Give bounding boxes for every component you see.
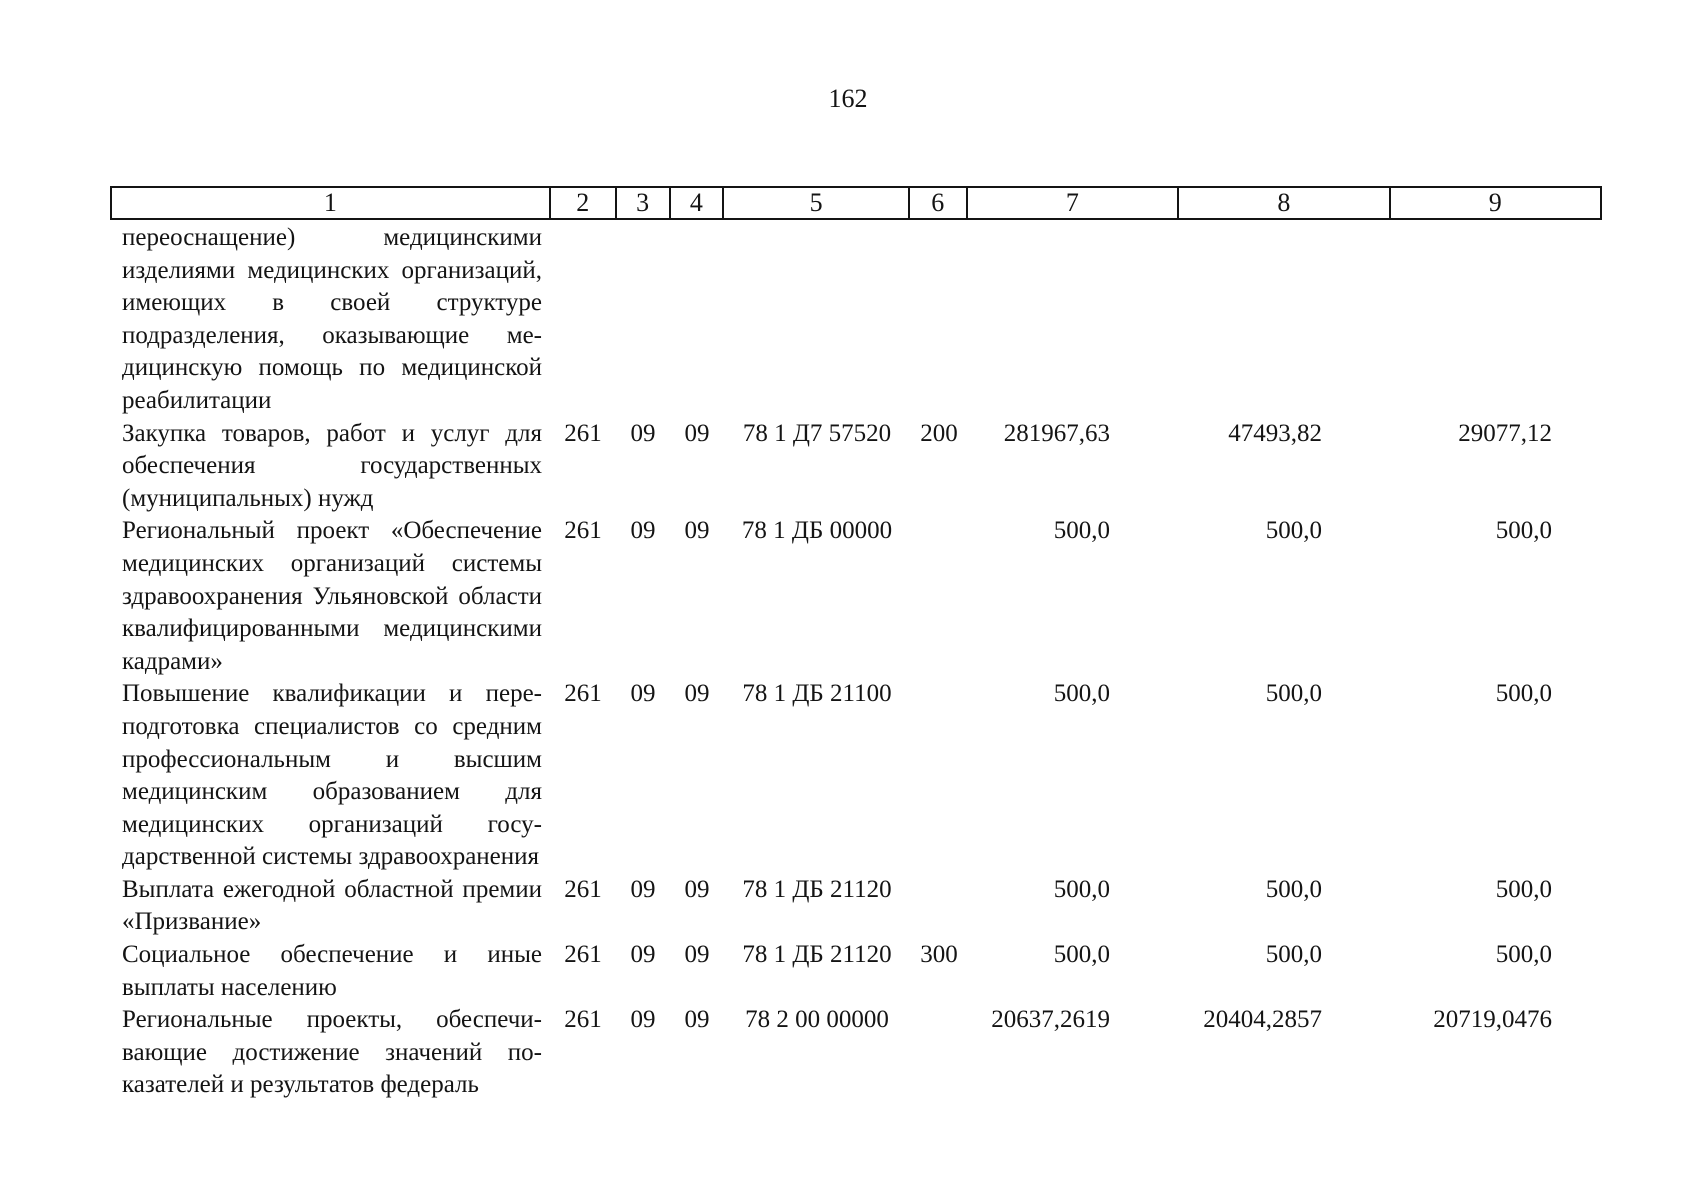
target-article-code: 78 1 ДБ 21120 <box>742 875 892 903</box>
column-header-8: 8 <box>1179 188 1390 218</box>
table-row <box>110 222 1602 418</box>
table-row <box>110 939 1602 1004</box>
grbs-code: 261 <box>564 517 602 545</box>
row-description: Региональные проекты, обеспечивающие достижение значений показателей и результатов федераль <box>122 1006 542 1099</box>
section-code: 09 <box>630 517 656 545</box>
column-header-2: 2 <box>551 188 617 218</box>
table-row <box>110 1004 1602 1102</box>
amount-col-8: 47493,82 <box>1228 419 1322 447</box>
grbs-code: 261 <box>564 1006 602 1034</box>
page-number: 162 <box>828 84 868 113</box>
amount-col-9: 500,0 <box>1495 517 1552 545</box>
amount-col-9: 500,0 <box>1495 941 1552 969</box>
row-description: Повышение квалификации и переподготовка специалистов со средним профессиональным и высшим медицинским образованием для медицинских организаций государственной системы здравоохранения <box>122 680 542 871</box>
expense-type-code: 200 <box>920 419 958 447</box>
amount-col-7: 20637,2619 <box>991 1006 1110 1034</box>
amount-col-7: 500,0 <box>1053 941 1110 969</box>
amount-col-9: 20719,0476 <box>1433 1006 1552 1034</box>
column-header-1: 1 <box>112 188 551 218</box>
section-code: 09 <box>630 680 656 708</box>
target-article-code: 78 1 ДБ 21120 <box>742 941 892 969</box>
amount-col-8: 500,0 <box>1265 680 1322 708</box>
row-description: Социальное обеспечение и иные выплаты населению <box>122 941 542 1001</box>
amount-col-8: 500,0 <box>1265 875 1322 903</box>
section-code: 09 <box>630 875 656 903</box>
row-description: Закупка товаров, работ и услуг для обеспечения государственных (муниципальных) нужд <box>122 419 542 512</box>
amount-col-8: 20404,2857 <box>1203 1006 1322 1034</box>
amount-col-9: 500,0 <box>1495 680 1552 708</box>
amount-col-9: 29077,12 <box>1458 419 1552 447</box>
amount-col-7: 500,0 <box>1053 680 1110 708</box>
amount-col-7: 500,0 <box>1053 875 1110 903</box>
row-description: переоснащение) медицинскими изделиями медицинских организаций, имеющих в своей структуре подразделения, оказывающие медицинскую помощь по медицинской реабилитации <box>122 224 542 414</box>
grbs-code: 261 <box>564 680 602 708</box>
amount-col-9: 500,0 <box>1495 875 1552 903</box>
target-article-code: 78 1 Д7 57520 <box>742 419 892 447</box>
row-description: Выплата ежегодной областной премии «Призвание» <box>122 875 542 936</box>
subsection-code: 09 <box>684 680 710 708</box>
amount-col-8: 500,0 <box>1265 517 1322 545</box>
grbs-code: 261 <box>564 875 602 903</box>
table-header <box>110 186 1602 220</box>
column-header-4: 4 <box>671 188 725 218</box>
grbs-code: 261 <box>564 941 602 969</box>
subsection-code: 09 <box>684 419 710 447</box>
table-row <box>110 874 1602 939</box>
column-header-9: 9 <box>1488 188 1502 217</box>
column-header-5: 5 <box>724 188 910 218</box>
subsection-code: 09 <box>684 517 710 545</box>
target-article-code: 78 2 00 00000 <box>745 1006 889 1034</box>
subsection-code: 09 <box>684 1006 710 1034</box>
amount-col-7: 500,0 <box>1053 517 1110 545</box>
section-code: 09 <box>630 1006 656 1034</box>
amount-col-8: 500,0 <box>1265 941 1322 969</box>
row-description: Региональный проект «Обеспечение медицинских организаций системы здравоохранения Ульяновской области квалифицированными медицинскими кадрами» <box>122 517 542 675</box>
amount-col-7: 281967,63 <box>1003 419 1110 447</box>
subsection-code: 09 <box>684 941 710 969</box>
column-header-3: 3 <box>617 188 671 218</box>
subsection-code: 09 <box>684 875 710 903</box>
table-body <box>110 222 1602 1102</box>
target-article-code: 78 1 ДБ 00000 <box>741 517 893 545</box>
section-code: 09 <box>630 941 656 969</box>
table-row <box>110 515 1602 678</box>
column-header-7: 7 <box>968 188 1179 218</box>
table-row <box>110 678 1602 874</box>
section-code: 09 <box>630 419 656 447</box>
target-article-code: 78 1 ДБ 21100 <box>742 680 892 708</box>
column-header-6: 6 <box>910 188 968 218</box>
grbs-code: 261 <box>564 419 602 447</box>
table-row <box>110 418 1602 516</box>
expense-type-code: 300 <box>920 941 958 969</box>
